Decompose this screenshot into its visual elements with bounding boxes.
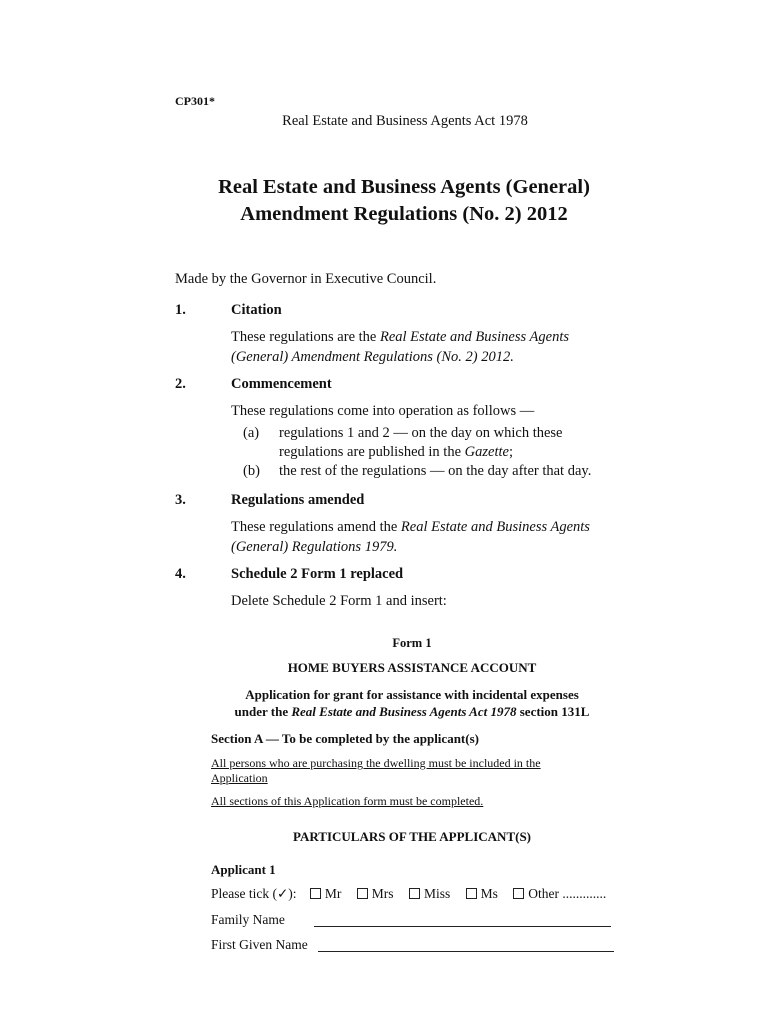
document-title bbox=[0, 174, 770, 228]
item-b-text: the rest of the regulations — on the day after that day. bbox=[279, 463, 592, 479]
commencement-intro: These regulations come into operation as follows — bbox=[231, 403, 535, 419]
section-number: 3. bbox=[175, 492, 186, 508]
family-name-field[interactable] bbox=[314, 926, 611, 927]
item-label: (b) bbox=[243, 463, 260, 479]
act-name: Real Estate and Business Agents Act 1978 bbox=[282, 113, 528, 129]
checkbox-icon[interactable] bbox=[409, 888, 420, 899]
checkbox-icon[interactable] bbox=[513, 888, 524, 899]
section-heading-commencement: Commencement bbox=[231, 376, 332, 392]
form-application-title: Application for grant for assistance with incidental expenses under the Real Estate and Business Agents Act 1978 section 131L bbox=[234, 687, 590, 719]
completion-note: All sections of this Application form must be completed. bbox=[211, 794, 484, 808]
section-heading-regulations-amended: Regulations amended bbox=[231, 492, 365, 508]
made-by-statement: Made by the Governor in Executive Council. bbox=[175, 271, 437, 287]
first-given-name-field[interactable] bbox=[318, 951, 614, 952]
citation-text: These regulations are the Real Estate and Business Agents (General) Amendment Regulations (No. 2) 2012. bbox=[231, 329, 569, 365]
section-heading-citation: Citation bbox=[231, 302, 282, 318]
title-line-2: Amendment Regulations (No. 2) 2012 bbox=[240, 203, 568, 225]
section-number: 2. bbox=[175, 376, 186, 392]
item-label: (a) bbox=[243, 425, 260, 441]
checkbox-icon[interactable] bbox=[466, 888, 477, 899]
section-a-heading: Section A — To be completed by the applicant(s) bbox=[211, 731, 479, 746]
checkbox-icon[interactable] bbox=[310, 888, 321, 899]
form-name: Form 1 bbox=[392, 636, 432, 650]
regulations-amended-text: These regulations amend the Real Estate and Business Agents (General) Regulations 1979. bbox=[231, 519, 590, 555]
family-name-label: Family Name bbox=[211, 912, 285, 927]
section-heading-schedule: Schedule 2 Form 1 replaced bbox=[231, 566, 404, 582]
checkbox-icon[interactable] bbox=[357, 888, 368, 899]
option-mrs[interactable]: Mrs bbox=[357, 886, 394, 901]
applicant-1-heading: Applicant 1 bbox=[211, 862, 276, 877]
option-ms[interactable]: Ms bbox=[466, 886, 498, 901]
section-number: 1. bbox=[175, 302, 186, 318]
schedule-text: Delete Schedule 2 Form 1 and insert: bbox=[231, 593, 447, 609]
document-code: CP301* bbox=[175, 94, 215, 108]
particulars-heading: PARTICULARS OF THE APPLICANT(S) bbox=[292, 829, 532, 844]
form-account-title: HOME BUYERS ASSISTANCE ACCOUNT bbox=[287, 660, 537, 675]
tick-label: Please tick (✓): bbox=[211, 886, 297, 901]
section-number: 4. bbox=[175, 566, 186, 582]
applicant-inclusion-note: All persons who are purchasing the dwelling must be included in the Application bbox=[211, 756, 541, 785]
first-given-name-label: First Given Name bbox=[211, 937, 308, 952]
option-other[interactable]: Other ............. bbox=[513, 886, 606, 901]
item-a-text: regulations 1 and 2 — on the day on which these regulations are published in the Gazette; bbox=[279, 425, 563, 460]
title-line-1: Real Estate and Business Agents (General) bbox=[218, 176, 590, 198]
title-tick-row bbox=[211, 886, 606, 902]
option-mr[interactable]: Mr bbox=[310, 886, 342, 901]
option-miss[interactable]: Miss bbox=[409, 886, 450, 901]
